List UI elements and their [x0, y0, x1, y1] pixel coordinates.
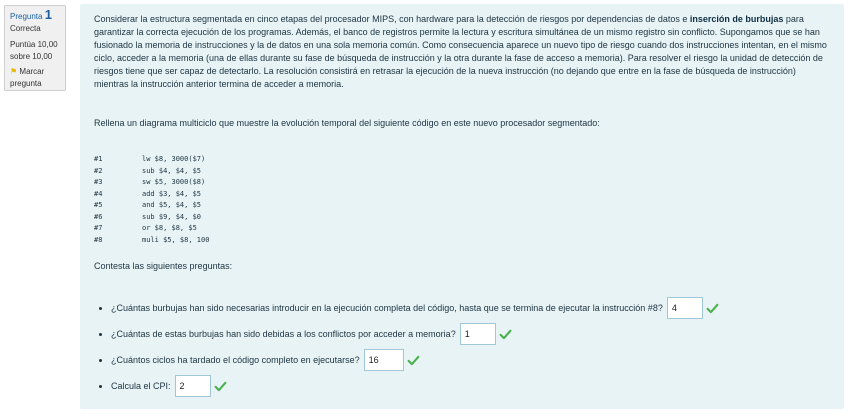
code-line — [94, 235, 830, 247]
flag-line-2: pregunta — [10, 79, 42, 88]
task-text: Rellena un diagrama multiciclo que muestre la evolución temporal del siguiente código en este nuevo procesador segmentado: — [94, 118, 600, 128]
code-line-number: #3 — [94, 178, 103, 186]
code-listing — [94, 154, 830, 246]
code-instruction: and $5, $4, $5 — [142, 201, 202, 209]
question-info-panel — [4, 5, 66, 91]
question-intro — [94, 13, 830, 91]
question-prefix: Pregunta — [10, 12, 43, 21]
code-line — [94, 154, 830, 166]
question-text: • Calcula el CPI: — [111, 380, 171, 391]
grade-line-2: sobre 10,00 — [10, 52, 53, 61]
code-instruction: or $8, $8, $5 — [142, 224, 197, 232]
list-item — [111, 349, 830, 371]
code-instruction: sub $9, $4, $0 — [142, 212, 202, 221]
code-line-number: #1 — [94, 155, 103, 163]
question-text: • ¿Cuántas burbujas han sido necesarias introducir en la ejecución completa del código, hasta que se termina de ejecutar la instrucción #8? — [111, 302, 663, 313]
answer-input[interactable]: 2 — [175, 375, 211, 397]
code-instruction: add $3, $4, $5 — [142, 189, 202, 198]
question-list — [94, 297, 830, 397]
code-instruction: sw $5, 3000($8) — [142, 178, 206, 186]
intro-part-1: Considerar la estructura segmentada en cinco etapas del procesador MIPS, con hardware para la detección de riesgos por dependencias de datos e — [94, 14, 690, 24]
code-line-number: #4 — [94, 189, 103, 198]
code-line-number: #7 — [94, 224, 103, 232]
flag-line-1: Marcar — [19, 67, 45, 76]
code-line — [94, 189, 830, 201]
intro-bold: inserción de burbujas — [689, 14, 784, 24]
question-text: • ¿Cuántas de estas burbujas han sido debidas a los conflictos por acceder a memoria? — [111, 328, 456, 339]
check-icon — [706, 302, 719, 315]
code-line — [94, 223, 830, 235]
answer-input[interactable]: 4 — [667, 297, 703, 319]
code-line-number: #5 — [94, 201, 103, 209]
code-line — [94, 212, 830, 224]
answer-prompt: Contesta las siguientes preguntas: — [94, 261, 233, 271]
check-icon — [407, 354, 420, 367]
code-line-number: #8 — [94, 235, 103, 244]
code-line-number: #2 — [94, 166, 103, 175]
code-instruction: sub $4, $4, $5 — [142, 166, 202, 175]
question-number: 1 — [44, 7, 52, 22]
list-item — [111, 323, 830, 345]
check-icon — [499, 328, 512, 341]
grade-line-1: Puntúa 10,00 — [10, 40, 58, 49]
answer-input[interactable]: 16 — [364, 349, 404, 371]
flag-icon: ⚑ — [10, 67, 18, 76]
question-text: • ¿Cuántos ciclos ha tardado el código completo en ejecutarse? — [111, 354, 360, 365]
question-status: Correcta — [10, 24, 41, 33]
code-line — [94, 166, 830, 178]
intro-part-2: para garantizar la correcta ejecución de los programas. Además, el banco de registros permite la lectura y escritura simultánea de un mismo registro sin conflicto. Supongamos que se han fusionado la memoria de instrucciones y la de datos en una sola memoria común. Como consecuencia aparece un nuevo tipo de riesgo cuando dos instrucciones intentan, en el mismo ciclo, acceder a la memoria (una de ellas durante su fase de búsqueda de instrucción y la otra durante la fase de acceso a memoria). Para resolver el riesgo la unidad de detección de riesgos tiene que ser capaz de detectarlo. La resolución consistirá en retrasar la ejecución de la nueva instrucción (no dejando que entre en la fase de búsqueda de instrucción) mientras la instrucción anterior termina de acceder a memoria. — [94, 14, 827, 89]
code-instruction: lw $8, 3000($7) — [142, 155, 206, 163]
question-number-label — [10, 9, 60, 23]
check-icon — [214, 380, 227, 393]
code-line-number: #6 — [94, 212, 103, 221]
question-content — [80, 4, 844, 409]
list-item — [111, 297, 830, 319]
code-line — [94, 200, 830, 212]
answer-input[interactable]: 1 — [460, 323, 496, 345]
code-instruction: muli $5, $8, 100 — [142, 235, 210, 244]
code-line — [94, 177, 830, 189]
flag-question-link[interactable] — [10, 66, 60, 90]
list-item — [111, 375, 830, 397]
